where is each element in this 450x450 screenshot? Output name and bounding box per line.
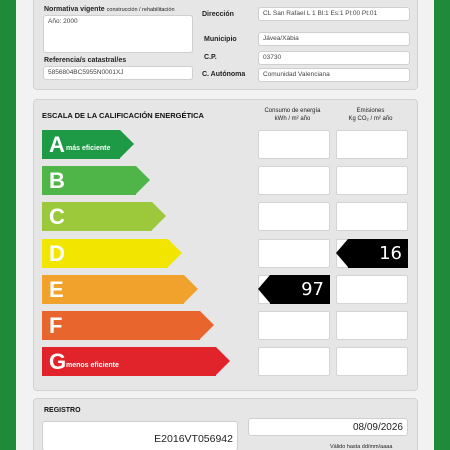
cp-label: C.P.	[204, 54, 217, 61]
emisiones-cell-e	[336, 275, 408, 304]
cp-value: 03730	[258, 51, 410, 65]
consumo-header: Consumo de energía kWh / m² año	[264, 108, 321, 122]
consumo-cell-a	[258, 130, 330, 159]
rating-letter: E	[49, 276, 64, 302]
consumo-cell-d	[258, 239, 330, 268]
emisiones-cell-a	[336, 130, 408, 159]
emisiones-indicator-value: 16	[348, 239, 408, 268]
consumo-cell-c	[258, 202, 330, 231]
direccion-value: CL San Rafael L 1 Bl:1 Es:1 Pl:00 Pt:01	[258, 7, 410, 21]
municipio-label: Municipio	[204, 36, 237, 43]
emisiones-header: Emisiones Kg CO₂ / m² año	[348, 108, 393, 122]
consumo-cell-g	[258, 347, 330, 376]
rating-letter: A	[49, 132, 65, 157]
consumo-cell-f	[258, 311, 330, 340]
consumo-indicator-value: 97	[270, 275, 330, 304]
registro-fecha: 08/09/2026	[248, 418, 408, 436]
rating-desc: más eficiente	[66, 145, 111, 152]
rating-letter: G	[49, 349, 67, 375]
rating-letter: F	[49, 313, 63, 338]
consumo-cell-b	[258, 166, 330, 195]
emisiones-cell-c	[336, 202, 408, 231]
building-info-panel	[33, 0, 418, 90]
rating-letter: B	[49, 168, 65, 194]
direccion-label: Dirección	[202, 11, 234, 18]
registro-title: REGISTRO	[44, 407, 81, 414]
referencia-value: 5856804BC5955N0001XJ	[43, 66, 193, 80]
autonoma-label: C. Autónoma	[202, 71, 246, 78]
emisiones-cell-g	[336, 347, 408, 376]
emisiones-cell-f	[336, 311, 408, 340]
validez-label: Válido hasta dd/mm/aaaa	[330, 444, 393, 450]
emisiones-cell-b	[336, 166, 408, 195]
rating-letter: D	[49, 240, 65, 266]
rating-desc: menos eficiente	[66, 362, 119, 370]
emisiones-indicator	[336, 239, 408, 268]
autonoma-value: Comunidad Valenciana	[258, 68, 410, 82]
scale-title: ESCALA DE LA CALIFICACIÓN ENERGÉTICA	[42, 111, 204, 120]
referencia-label: Referencia/s catastral/es	[44, 57, 127, 64]
normativa-label: Normativa vigente construcción / rehabilitación	[44, 6, 175, 13]
normativa-value: Año: 2000	[43, 15, 193, 53]
consumo-indicator	[258, 275, 330, 304]
municipio-value: Jávea/Xàbia	[258, 32, 410, 46]
rating-letter: C	[49, 204, 65, 230]
registro-numero: E2016VT056942	[42, 421, 238, 450]
